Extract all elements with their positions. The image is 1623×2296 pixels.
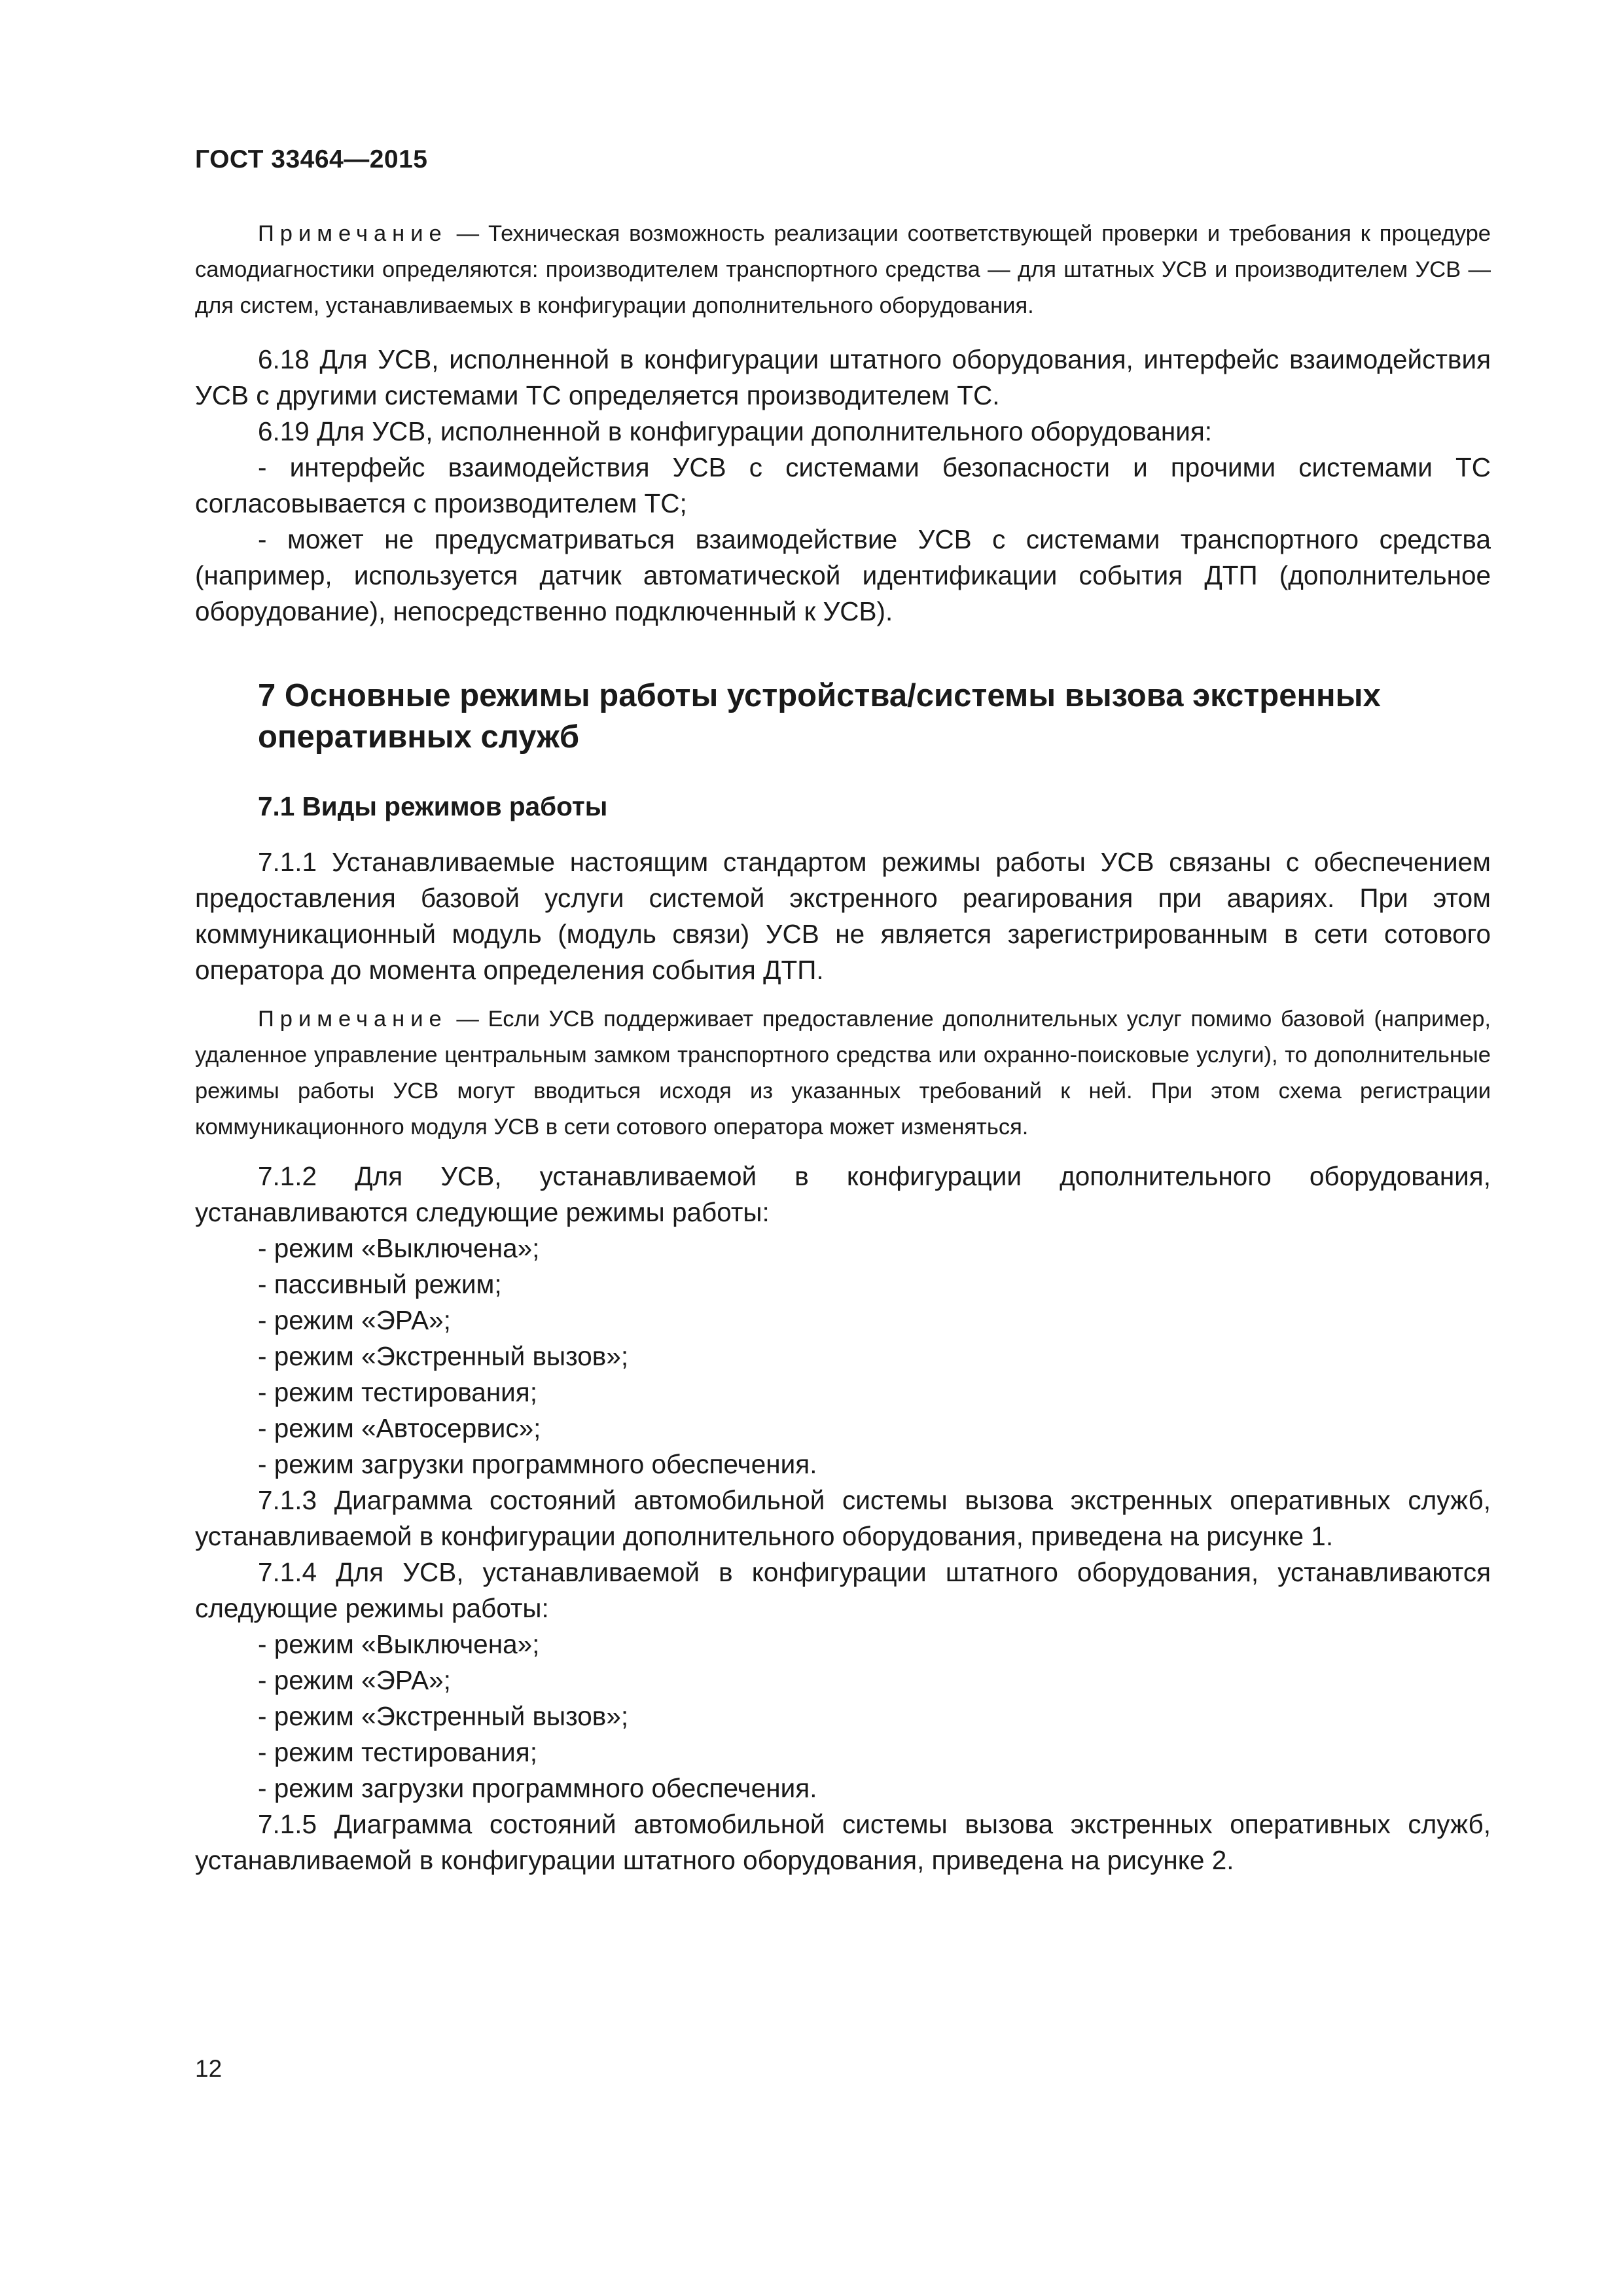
page-number: 12 <box>195 2055 223 2082</box>
list-item: - режим «ЭРА»; <box>258 1305 451 1335</box>
note-paragraph-1 <box>195 216 1491 324</box>
list-item: - может не предусматриваться взаимодействие УСВ с системами транспортного средства (например, используется датчик автоматической идентификации события ДТП (дополнительное оборудование), непосредственно подключенный к УСВ). <box>195 524 1491 626</box>
note-paragraph-2 <box>195 1001 1491 1145</box>
note-text: — Техническая возможность реализации соответствующей проверки и требования к процедуре самодиагностики определяются: производителем транспортного средства — для штатных УСВ и производителем УСВ — для систем, устанавливаемых в конфигурации дополнительного оборудования. <box>195 221 1491 318</box>
document-header-id: ГОСТ 33464—2015 <box>195 145 428 173</box>
document-body <box>195 216 1491 1878</box>
note-label: Примечание <box>258 221 448 246</box>
paragraph-6-19: 6.19 Для УСВ, исполненной в конфигурации дополнительного оборудования: <box>258 416 1213 446</box>
list-item: - режим загрузки программного обеспечения. <box>258 1773 817 1803</box>
paragraph-7-1-3: 7.1.3 Диаграмма состояний автомобильной системы вызова экстренных оперативных служб, устанавливаемой в конфигурации дополнительного оборудования, приведена на рисунке 1. <box>195 1485 1491 1551</box>
paragraph-7-1-1: 7.1.1 Устанавливаемые настоящим стандартом режимы работы УСВ связаны с обеспечением предоставления базовой услуги системой экстренного реагирования при авариях. При этом коммуникационный модуль (модуль связи) УСВ не является зарегистрированным в сети сотового оператора до момента определения события ДТП. <box>195 847 1491 985</box>
paragraph-6-18: 6.18 Для УСВ, исполненной в конфигурации штатного оборудования, интерфейс взаимодействия УСВ с другими системами ТС определяется производителем ТС. <box>195 344 1491 410</box>
list-item: - режим «Экстренный вызов»; <box>258 1701 629 1731</box>
note-label: Примечание <box>258 1007 448 1031</box>
list-item: - пассивный режим; <box>258 1269 502 1299</box>
paragraph-7-1-5: 7.1.5 Диаграмма состояний автомобильной системы вызова экстренных оперативных служб, устанавливаемой в конфигурации штатного оборудования, приведена на рисунке 2. <box>195 1809 1491 1875</box>
list-item: - режим «ЭРА»; <box>258 1665 451 1695</box>
list-item: - режим загрузки программного обеспечения. <box>258 1449 817 1479</box>
list-item: - режим тестирования; <box>258 1377 537 1407</box>
paragraph-7-1-4: 7.1.4 Для УСВ, устанавливаемой в конфигурации штатного оборудования, устанавливаются следующие режимы работы: <box>195 1557 1491 1623</box>
note-text: — Если УСВ поддерживает предоставление дополнительных услуг помимо базовой (например, удаленное управление центральным замком транспортного средства или охранно-поисковые услуги), то дополнительные режимы работы УСВ могут вводиться исходя из указанных требований к ней. При этом схема регистрации коммуникационного модуля УСВ в сети сотового оператора может изменяться. <box>195 1007 1491 1139</box>
list-item: - режим «Автосервис»; <box>258 1413 541 1443</box>
paragraph-7-1-2: 7.1.2 Для УСВ, устанавливаемой в конфигурации дополнительного оборудования, устанавливаются следующие режимы работы: <box>195 1161 1491 1227</box>
list-item: - режим «Выключена»; <box>258 1233 540 1263</box>
section-7-heading: 7 Основные режимы работы устройства/системы вызова экстренных оперативных служб <box>258 678 1381 755</box>
list-item: - режим «Экстренный вызов»; <box>258 1341 629 1371</box>
list-item: - режим тестирования; <box>258 1737 537 1767</box>
list-item: - режим «Выключена»; <box>258 1629 540 1659</box>
list-item: - интерфейс взаимодействия УСВ с системами безопасности и прочими системами ТС согласовывается с производителем ТС; <box>195 452 1491 518</box>
subsection-7-1-heading: 7.1 Виды режимов работы <box>258 791 608 821</box>
